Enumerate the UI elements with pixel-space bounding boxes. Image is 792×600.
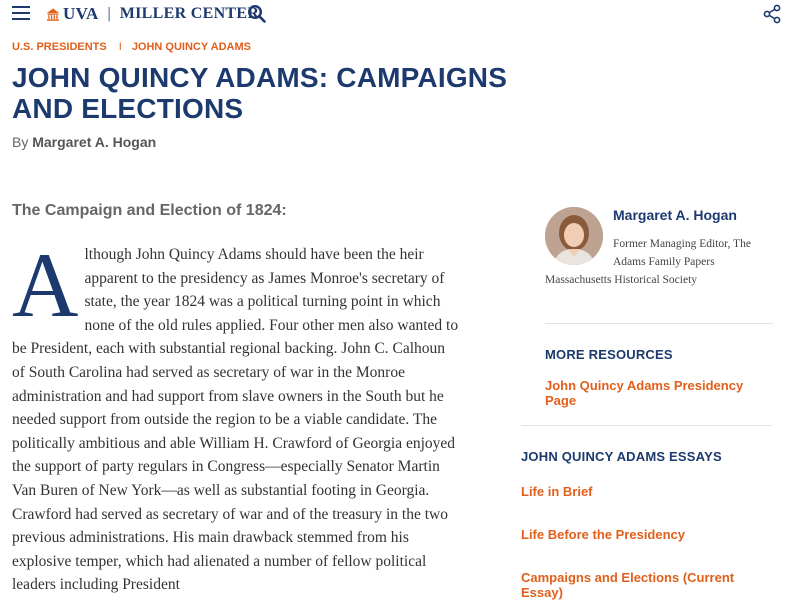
breadcrumb-john-quincy-adams[interactable]: JOHN QUINCY ADAMS — [131, 41, 251, 53]
logo-uva-text: UVA — [63, 4, 99, 23]
essays-heading: JOHN QUINCY ADAMS ESSAYS — [521, 449, 722, 464]
search-icon[interactable] — [247, 4, 267, 24]
drop-cap: A — [12, 234, 79, 336]
sidebar-author-name[interactable]: Margaret A. Hogan — [613, 207, 737, 223]
author-photo — [545, 207, 603, 265]
logo-separator: | — [107, 5, 111, 22]
top-bar — [0, 0, 792, 28]
breadcrumb-us-presidents[interactable]: U.S. PRESIDENTS — [12, 41, 107, 53]
essay-link-life-before-presidency[interactable]: Life Before the Presidency — [521, 527, 685, 542]
page-title: JOHN QUINCY ADAMS: CAMPAIGNS AND ELECTIONS — [12, 62, 508, 124]
logo-miller-center-text: MILLER CENTER — [119, 5, 260, 22]
byline — [12, 134, 156, 150]
byline-author-link[interactable]: Margaret A. Hogan — [32, 134, 157, 150]
essay-body — [12, 234, 460, 597]
author-role: Former Managing Editor, The Adams Family Papers — [613, 238, 751, 268]
presidency-page-link[interactable]: John Quincy Adams Presidency Page — [545, 378, 744, 408]
byline-prefix: By — [12, 134, 29, 150]
essay-link-campaigns-and-elections[interactable]: Campaigns and Elections (Current Essay) — [521, 570, 735, 600]
author-avatar — [545, 207, 603, 265]
breadcrumb — [12, 41, 251, 53]
sidebar-divider — [521, 425, 772, 426]
breadcrumb-separator: I — [118, 41, 122, 53]
share-icon[interactable] — [762, 4, 782, 24]
essay-link-life-in-brief[interactable]: Life in Brief — [521, 484, 593, 499]
section-heading: The Campaign and Election of 1824: — [12, 202, 287, 219]
more-resources-heading: MORE RESOURCES — [545, 347, 673, 362]
author-organization: Massachusetts Historical Society — [545, 274, 698, 286]
hamburger-menu-icon[interactable] — [12, 5, 30, 21]
rotunda-icon — [46, 7, 60, 21]
sidebar-divider — [545, 323, 773, 324]
essay-paragraph: lthough John Quincy Adams should have been the heir apparent to the presidency as James Monroe's secretary of state, the year 1824 was a political turning point in which none of the old rules applied. Four other men also wanted to be President, each with substantial regional backing. John C. Calhoun of South Carolina had served as secretary of war in the Monroe administration and had support from slave owners in the South but he needed support from outside the region to be a viable candidate. The politically ambitious and able William H. Crawford of Georgia enjoyed the support of party regulars in Congress—especially Senator Martin Van Buren of New York—as well as substantial footing in Georgia. Crawford had served as secretary of war and of the treasury in the two previous administrations. His main drawback stemmed from his explosive temper, which had alienated a number of fellow political leaders including President — [12, 246, 459, 594]
miller-center-logo[interactable] — [46, 4, 259, 24]
